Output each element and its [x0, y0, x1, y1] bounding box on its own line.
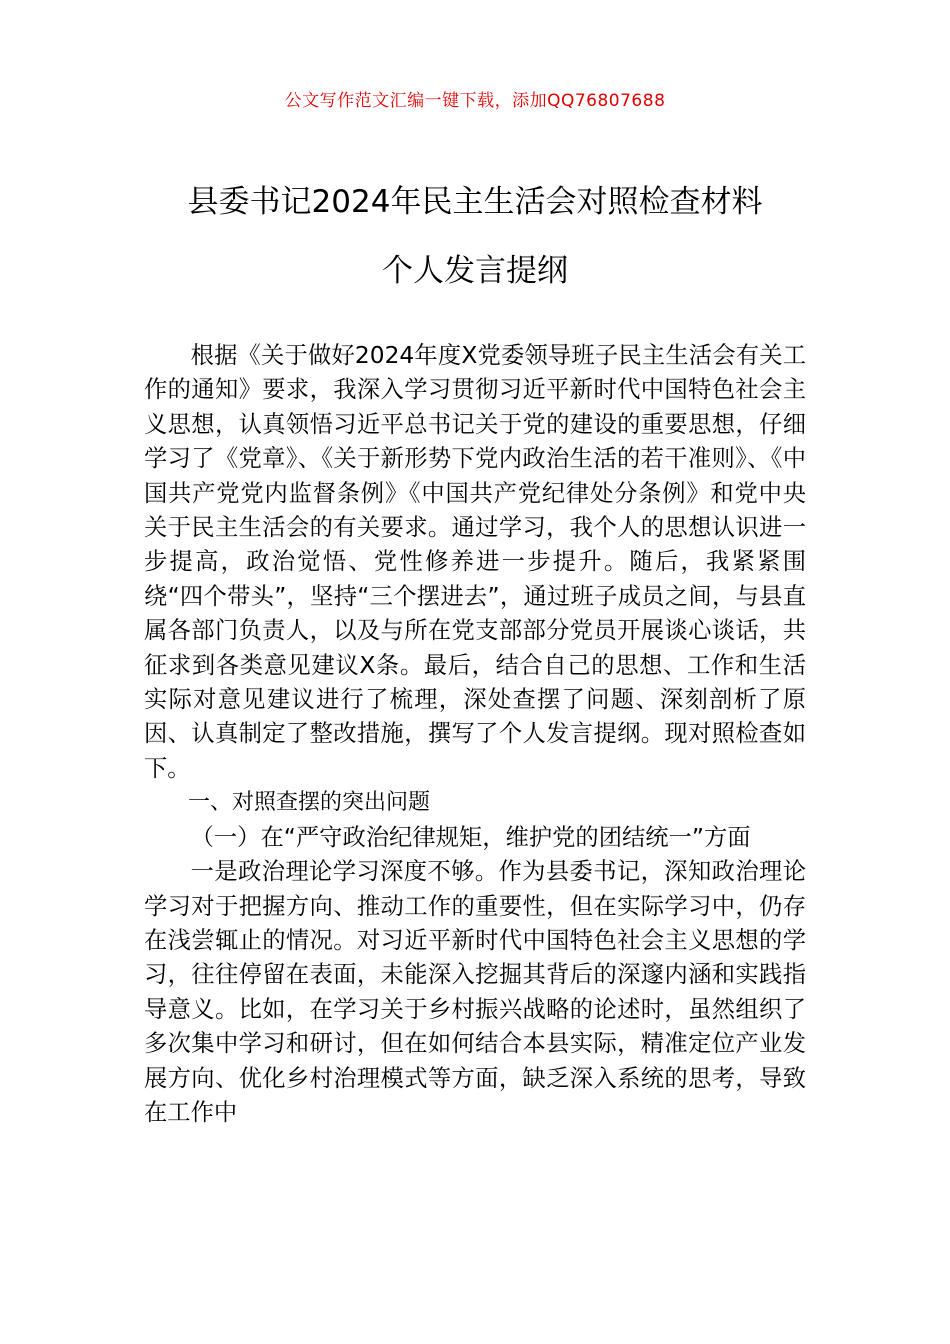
document-title-line-2: 个人发言提纲 — [382, 253, 568, 289]
document-title-line-1: 县委书记2024年民主生活会对照检查材料 — [187, 184, 763, 220]
body-paragraph-1: 一是政治理论学习深度不够。作为县委书记，深知政治理论学习对于把握方向、推动工作的重要性，但在实际学习中，仍存在浅尝辄止的情况。对习近平新时代中国特色社会主义思想的学习，往往停留在表面，未能深入挖掘其背后的深邃内涵和实践指导意义。比如，在学习关于乡村振兴战略的论述时，虽然组织了多次集中学习和研讨，但在如何结合本县实际，精准定位产业发展方向、优化乡村治理模式等方面，缺乏深入系统的思考，导致在工作中 — [144, 858, 806, 1126]
document-body — [144, 339, 806, 1130]
subsection-heading-1: （一）在“严守政治纪律规矩，维护党的团结统一”方面 — [190, 823, 751, 851]
section-heading-1: 一、对照查摆的突出问题 — [188, 790, 431, 816]
download-notice: 公文写作范文汇编一键下载，添加QQ76807688 — [284, 91, 666, 111]
intro-paragraph: 根据《关于做好2024年度X党委领导班子民主生活会有关工作的通知》要求，我深入学习贯彻习近平新时代中国特色社会主义思想，认真领悟习近平总书记关于党的建设的重要思想，仔细学习了《党章》、《关于新形势下党内政治生活的若干准则》、《中国共产党党内监督条例》《中国共产党纪律处分条例》和党中央关于民主生活会的有关要求。通过学习，我个人的思想认识进一步提高，政治觉悟、党性修养进一步提升。随后，我紧紧围绕“四个带头”，坚持“三个摆进去”，通过班子成员之间，与县直属各部门负责人，以及与所在党支部部分党员开展谈心谈话，共征求到各类意见建议X条。最后，结合自己的思想、工作和生活实际对意见建议进行了梳理，深处查摆了问题、深刻剖析了原因、认真制定了整改措施，撰写了个人发言提纲。现对照检查如下。 — [144, 342, 806, 782]
